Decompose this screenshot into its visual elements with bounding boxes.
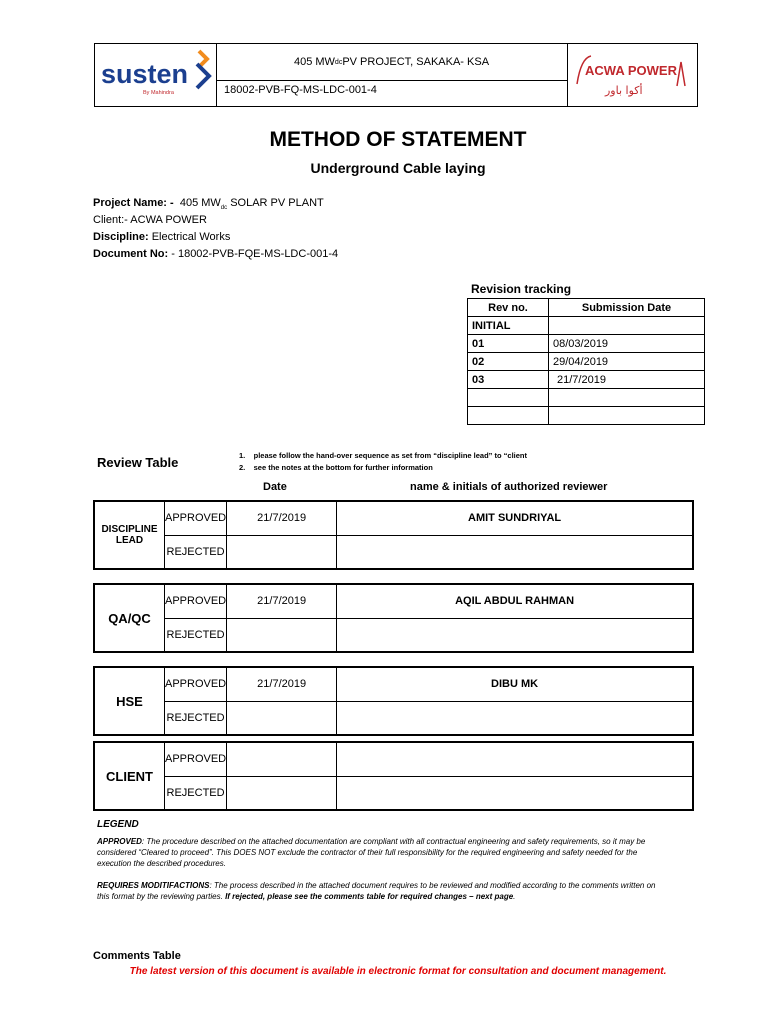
project-line: 405 MW dc PV PROJECT, SAKAKA- KSA bbox=[216, 44, 567, 81]
footer-note: The latest version of this document is available in electronic format for consultation and document management. bbox=[129, 966, 667, 977]
page-subtitle: Underground Cable laying bbox=[310, 160, 486, 176]
rejected-label: REJECTED bbox=[165, 776, 227, 810]
review-block-client bbox=[93, 741, 694, 811]
rev-col-header: Rev no. bbox=[468, 299, 549, 317]
review-block-discipline-lead bbox=[93, 500, 694, 570]
rejected-label: REJECTED bbox=[165, 535, 227, 569]
revision-title: Revision tracking bbox=[471, 282, 572, 296]
reviewer-name: DIBU MK bbox=[337, 668, 693, 702]
table-row: 02 29/04/2019 bbox=[468, 353, 705, 371]
rejected-label: REJECTED bbox=[165, 618, 227, 652]
legend-approved: APPROVED: The procedure described on the attached documentation are compliant with all contractual engineering and safety requirements, so it may be considered “Cleared to proceed”. This DOES NOT exclude the contractor of their full responsibility for the required engineering and safety needed for the execution the described procedures. bbox=[97, 837, 646, 868]
approved-date: 21/7/2019 bbox=[227, 668, 337, 702]
review-col-name: name & initials of authorized reviewer bbox=[410, 481, 608, 493]
review-label: QA/QC bbox=[95, 585, 165, 652]
document-header bbox=[94, 43, 698, 107]
acwa-wordmark: ACWA POWER bbox=[585, 63, 677, 78]
table-row bbox=[468, 389, 705, 407]
review-label: CLIENT bbox=[95, 743, 165, 810]
review-label: DISCIPLINE LEAD bbox=[95, 502, 165, 569]
table-row: INITIAL bbox=[468, 317, 705, 335]
doc-code: 18002-PVB-FQ-MS-LDC-001-4 bbox=[224, 84, 377, 96]
approved-label: APPROVED bbox=[165, 743, 227, 777]
susten-sub: By Mahindra bbox=[143, 90, 174, 96]
review-note-1: 1. please follow the hand-over sequence as set from “discipline lead” to “client bbox=[239, 451, 528, 460]
meta-client: Client:- ACWA POWER bbox=[93, 214, 207, 226]
acwa-logo bbox=[567, 44, 697, 106]
approved-date: 21/7/2019 bbox=[227, 585, 337, 619]
table-row: 01 08/03/2019 bbox=[468, 335, 705, 353]
acwa-arabic: أكوا باور bbox=[605, 84, 643, 97]
reviewer-name bbox=[337, 743, 693, 777]
rejected-label: REJECTED bbox=[165, 701, 227, 735]
reviewer-name: AMIT SUNDRIYAL bbox=[337, 502, 693, 536]
approved-date bbox=[227, 743, 337, 777]
approved-label: APPROVED bbox=[165, 668, 227, 702]
comments-title: Comments Table bbox=[93, 950, 181, 962]
approved-label: APPROVED bbox=[165, 585, 227, 619]
date-col-header: Submission Date bbox=[549, 299, 705, 317]
page-title: METHOD OF STATEMENT bbox=[269, 128, 527, 151]
review-col-date: Date bbox=[263, 481, 287, 493]
table-row: 03 21/7/2019 bbox=[468, 371, 705, 389]
approved-date: 21/7/2019 bbox=[227, 502, 337, 536]
susten-logo bbox=[95, 44, 217, 106]
revision-table bbox=[467, 298, 705, 425]
susten-wordmark: susten bbox=[101, 59, 189, 89]
review-block-qaqc bbox=[93, 583, 694, 653]
review-label: HSE bbox=[95, 668, 165, 735]
approved-label: APPROVED bbox=[165, 502, 227, 536]
review-title: Review Table bbox=[97, 455, 179, 470]
meta-discipline: Discipline: Electrical Works bbox=[93, 231, 231, 243]
meta-docno: Document No: - 18002-PVB-FQE-MS-LDC-001-4 bbox=[93, 248, 339, 260]
legend-title: LEGEND bbox=[97, 819, 139, 830]
reviewer-name: AQIL ABDUL RAHMAN bbox=[337, 585, 693, 619]
legend-requires: REQUIRES MODITIFACTIONS: The process described in the attached document requires to be reviewed and modified according to the comments written on this format by the reviewing parties. If rejected, please see the comments table for required changes – next page. bbox=[97, 881, 656, 901]
review-block-hse bbox=[93, 666, 694, 736]
table-row bbox=[468, 407, 705, 425]
meta-project: Project Name: - 405 $MW_{dc}$ SOLAR PV PLANT bbox=[93, 197, 324, 212]
review-note-2: 2. see the notes at the bottom for further information bbox=[239, 463, 433, 472]
susten-logo-icon bbox=[95, 44, 216, 106]
acwa-power-logo-icon bbox=[567, 44, 697, 106]
